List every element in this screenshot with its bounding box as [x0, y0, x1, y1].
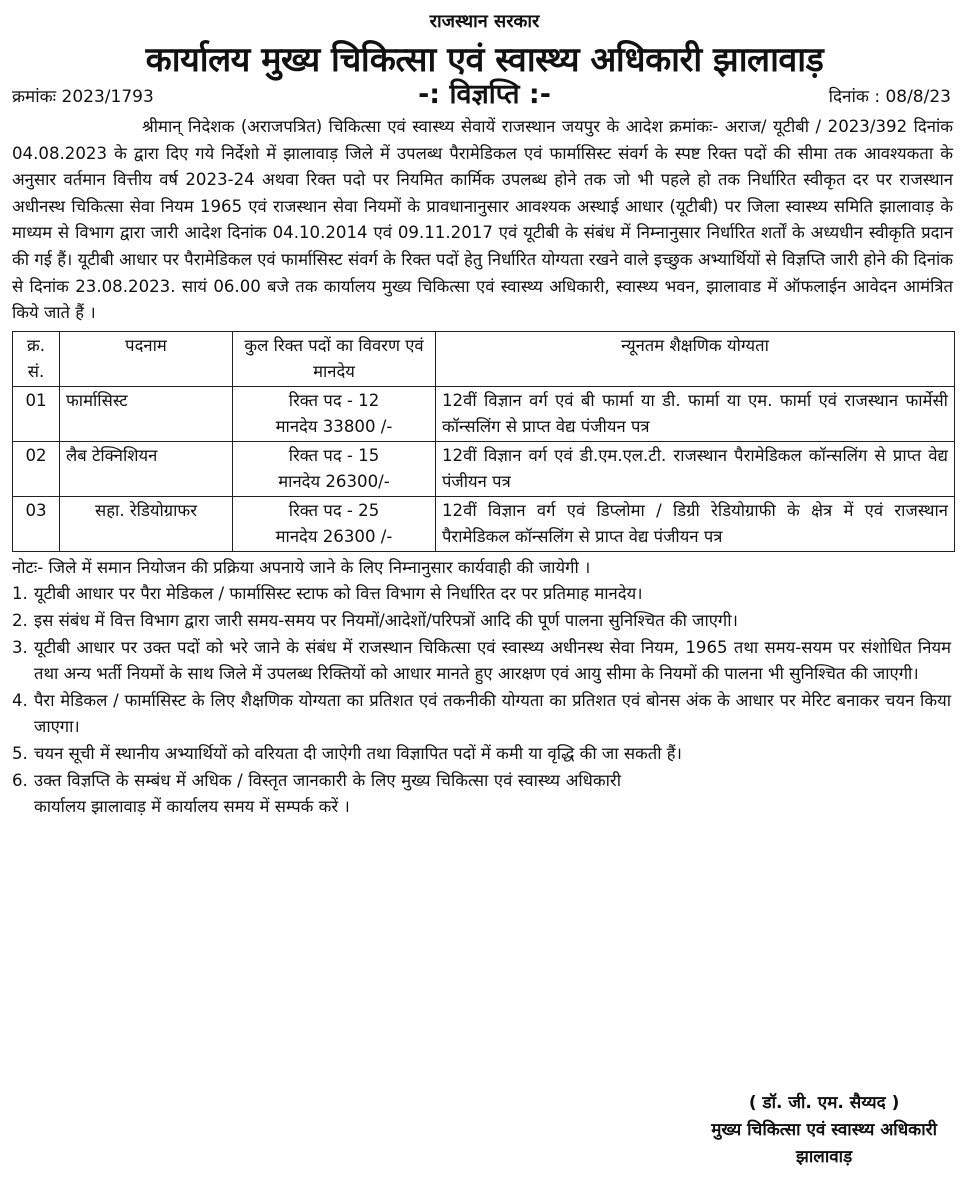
item-number: 4. [12, 690, 28, 710]
row-qualification: 12वीं विज्ञान वर्ग एवं बी फार्मा या डी. फार्मा या एम. फार्मा एवं राजस्थान फार्मेसी कॉन्सलिंग से प्राप्त वेद्य पंजीयन पत्र [436, 386, 955, 441]
office-title: कार्यालय मुख्य चिकित्सा एवं स्वास्थ्य अधिकारी झालावाड़ [145, 40, 824, 80]
notes-heading: नोटः- जिले में समान नियोजन की प्रक्रिया अपनाये जाने के लिए निम्नानुसार कार्यवाही की जायेगी । [12, 557, 591, 577]
item-text: पैरा मेडिकल / फार्मासिस्ट के लिए शैक्षणिक योग्यता का प्रतिशत एवं तकनीकी योग्यता का प्रतिशत एवं बोनस अंक के आधार पर मेरिट बनाकर चयन किया जाएगा। [34, 690, 951, 737]
list-item [12, 768, 951, 821]
table-header-row [13, 331, 955, 386]
header-post: पदनाम [60, 331, 233, 386]
list-item [12, 741, 951, 768]
reference-row [12, 79, 957, 110]
item-text: इस संबंध में वित्त विभाग द्वारा जारी समय-समय पर नियमों/आदेशों/परिपत्रों आदि की पूर्ण पालना सुनिश्चित की जाएगी। [34, 610, 738, 630]
signatory-place: झालावाड़ [796, 1147, 853, 1167]
row-qualification: 12वीं विज्ञान वर्ग एवं डी.एम.एल.टी. राजस्थान पैरामेडिकल कॉन्सलिंग से प्राप्त वेद्य पंजीयन पत्र [436, 441, 955, 496]
row-post: सहा. रेडियोग्राफर [60, 496, 233, 551]
signatory-designation: मुख्य चिकित्सा एवं स्वास्थ्य अधिकारी [711, 1120, 937, 1140]
list-item [12, 608, 951, 635]
item-number: 5. [12, 743, 28, 763]
honorarium: मानदेय 26300/- [278, 471, 390, 491]
row-vacancy [233, 496, 436, 551]
row-post: लैब टेक्निशियन [60, 441, 233, 496]
vacancy-count: रिक्त पद - 25 [288, 500, 380, 520]
government-heading: राजस्थान सरकार [429, 11, 540, 32]
signature-block [711, 1090, 937, 1171]
row-sno: 03 [13, 496, 60, 551]
item-text: यूटीबी आधार पर पैरा मेडिकल / फार्मासिस्ट स्टाफ को वित्त विभाग से निर्धारित दर पर प्रतिमाह मानदेय। [34, 584, 643, 604]
notice-title: -: विज्ञप्ति :- [418, 79, 551, 110]
vacancy-count: रिक्त पद - 12 [288, 390, 380, 410]
row-vacancy [233, 386, 436, 441]
notice-date: दिनांक : 08/8/23 [828, 87, 951, 107]
vacancy-table [12, 331, 955, 552]
reference-number: क्रमांकः 2023/1793 [12, 87, 154, 107]
header-sno: क्र. सं. [13, 331, 60, 386]
vacancy-count: रिक्त पद - 15 [288, 445, 380, 465]
list-item [12, 581, 951, 608]
row-qualification: 12वीं विज्ञान वर्ग एवं डिप्लोमा / डिग्री रेडियोग्राफी के क्षेत्र में एवं राजस्थान पैरामेडिकल कॉन्सलिंग से प्राप्त वेद्य पंजीयन पत्र [436, 496, 955, 551]
table-row [13, 496, 955, 551]
honorarium: मानदेय 26300 /- [275, 526, 393, 546]
item-text: यूटीबी आधार पर उक्त पदों को भरे जाने के संबंध में राजस्थान चिकित्सा एवं स्वास्थ्य अधीनस्थ सेवा नियम, 1965 तथा समय-सयम पर संशोधित नियम तथा अन्य भर्ती नियमों के साथ जिले में उपलब्ध रिक्तियों को आधार मानते हुए आरक्षण एवं आयु सीमा के नियमों की पालना भी सुनिश्चित की जाएगी। [34, 637, 951, 684]
item-number: 2. [12, 610, 28, 630]
row-sno: 02 [13, 441, 60, 496]
intro-paragraph: श्रीमान् निदेशक (अराजपत्रित) चिकित्सा एवं स्वास्थ्य सेवायें राजस्थान जयपुर के आदेश क्रमांकः- अराज/ यूटीबी / 2023/392 दिनांक 04.08.2023 के द्वारा दिए गये निर्देशो में झालावाड़ जिले में उपलब्ध पैरामेडिकल एवं फार्मासिस्ट संवर्ग के स्पष्ट रिक्त पदों की सीमा तक आवश्यकता के अनुसार वर्तमान वित्तीय वर्ष 2023-24 अथवा रिक्त पदो पर नियमित कार्मिक उपलब्ध होने तक जो भी पहले हो तक निर्धारित स्वीकृत दर पर राजस्थान अधीनस्थ चिकित्सा सेवा नियम 1965 एवं राजस्थान सेवा नियमों के प्रावधानानुसार आवश्यक अस्थाई आधार (यूटीबी) पर जिला स्वास्थ्य समिति झालावाड़ के माध्यम से विभाग द्वारा जारी आदेश दिनांक 04.10.2014 एवं 09.11.2017 एवं यूटीबी के संबंध में निम्नानुसार निर्धारित शर्तों के अध्यधीन स्वीकृति प्रदान की गई हैं। यूटीबी आधार पर पैरामेडिकल एवं फार्मासिस्ट संवर्ग के रिक्त पदों हेतु निर्धारित योग्यता रखने वाले इच्छुक अभ्यार्थियों से विज्ञप्ति जारी होने की दिनांक से दिनांक 23.08.2023. सायं 06.00 बजे तक कार्यालय मुख्य चिकित्सा एवं स्वास्थ्य अधिकारी, स्वास्थ्य भवन, झालावाड में ऑफलाईन आवेदन आमंत्रित किये जाते हैं । [12, 117, 953, 323]
list-item [12, 635, 951, 688]
list-item [12, 688, 951, 741]
header-qualification: न्यूनतम शैक्षणिक योग्यता [436, 331, 955, 386]
row-sno: 01 [13, 386, 60, 441]
row-vacancy [233, 441, 436, 496]
table-row [13, 441, 955, 496]
item-number: 3. [12, 637, 28, 657]
notes-list [12, 581, 951, 820]
honorarium: मानदेय 33800 /- [275, 416, 393, 436]
notes-section [12, 555, 951, 821]
item-text: उक्त विज्ञप्ति के सम्बंध में अधिक / विस्तृत जानकारी के लिए मुख्य चिकित्सा एवं स्वास्थ्य अधिकारी कार्यालय झालावाड़ में कार्यालय समय में सम्पर्क करें । [34, 770, 621, 817]
row-post: फार्मासिस्ट [60, 386, 233, 441]
item-text: चयन सूची में स्थानीय अभ्यार्थियों को वरियता दी जाऐगी तथा विज्ञापित पदों में कमी या वृद्धि की जा सकती हैं। [34, 743, 682, 763]
signatory-name: ( डॉ. जी. एम. सैय्यद ) [748, 1093, 900, 1113]
header-vacancy: कुल रिक्त पदों का विवरण एवं मानदेय [233, 331, 436, 386]
item-number: 6. [12, 770, 28, 790]
table-row [13, 386, 955, 441]
item-number: 1. [12, 584, 28, 604]
